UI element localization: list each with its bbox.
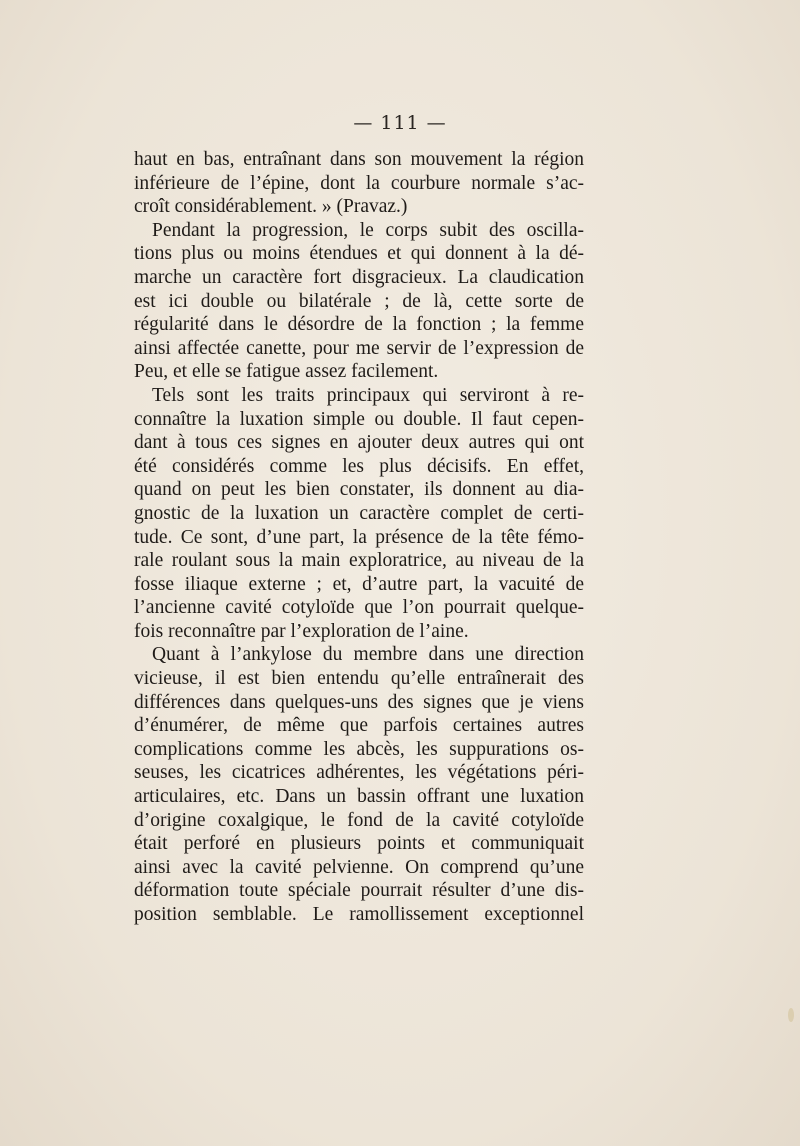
paragraph-start-line: Quant à l’ankylose du membre dans une direction	[152, 644, 584, 666]
text-line: fois reconnaître par l’exploration de l’aine.	[134, 620, 469, 642]
text-line: marche un caractère fort disgracieux. La claudication	[134, 266, 584, 288]
text-line: haut en bas, entraînant dans son mouvement la région	[134, 149, 584, 170]
text-line: ainsi affectée canette, pour me servir de l’expression de	[134, 337, 584, 359]
text-line: complications comme les abcès, les suppurations os-	[134, 738, 584, 760]
text-line: seuses, les cicatrices adhérentes, les végétations péri-	[134, 762, 584, 784]
text-line: Peu, et elle se fatigue assez facilement.	[134, 361, 439, 383]
body-text	[134, 148, 584, 927]
text-line: régularité dans le désordre de la fonction ; la femme	[134, 314, 584, 336]
paper-stain	[788, 1008, 794, 1022]
text-line: déformation toute spéciale pourrait résulter d’une dis-	[134, 880, 584, 902]
text-line: d’énumérer, de même que parfois certaines autres	[134, 715, 584, 737]
page-number: — 111 —	[353, 112, 447, 134]
text-line: tude. Ce sont, d’une part, la présence de la tête fémo-	[134, 526, 584, 548]
text-line: connaître la luxation simple ou double. Il faut cepen-	[134, 408, 584, 430]
text-line: était perforé en plusieurs points et communiquait	[134, 833, 584, 855]
text-line: l’ancienne cavité cotyloïde que l’on pourrait quelque-	[134, 597, 584, 619]
text-line: dant à tous ces signes en ajouter deux autres qui ont	[134, 432, 584, 454]
text-line: d’origine coxalgique, le fond de la cavité cotyloïde	[134, 809, 584, 831]
paragraph-start-line: Pendant la progression, le corps subit des oscilla-	[152, 219, 584, 241]
text-line: été considérés comme les plus décisifs. En effet,	[134, 455, 584, 477]
text-line: tions plus ou moins étendues et qui donnent à la dé-	[134, 243, 584, 265]
text-line: est ici double ou bilatérale ; de là, cette sorte de	[134, 290, 584, 312]
text-line: inférieure de l’épine, dont la courbure normale s’ac-	[134, 172, 584, 194]
text-line: articulaires, etc. Dans un bassin offrant une luxation	[134, 786, 584, 808]
text-line: gnostic de la luxation un caractère complet de certi-	[134, 502, 584, 524]
text-line: croît considérablement. » (Pravaz.)	[134, 196, 408, 218]
text-line: différences dans quelques-uns des signes que je viens	[134, 691, 584, 713]
text-line: vicieuse, il est bien entendu qu’elle entraînerait des	[134, 668, 584, 690]
text-line: fosse iliaque externe ; et, d’autre part, la vacuité de	[134, 573, 584, 595]
text-line: rale roulant sous la main exploratrice, au niveau de la	[134, 550, 584, 572]
paragraph-start-line: Tels sont les traits principaux qui serviront à re-	[152, 384, 584, 406]
text-line: ainsi avec la cavité pelvienne. On comprend qu’une	[134, 856, 584, 878]
text-line: quand on peut les bien constater, ils donnent au dia-	[134, 479, 584, 501]
text-line: position semblable. Le ramollissement exceptionnel	[134, 904, 584, 925]
